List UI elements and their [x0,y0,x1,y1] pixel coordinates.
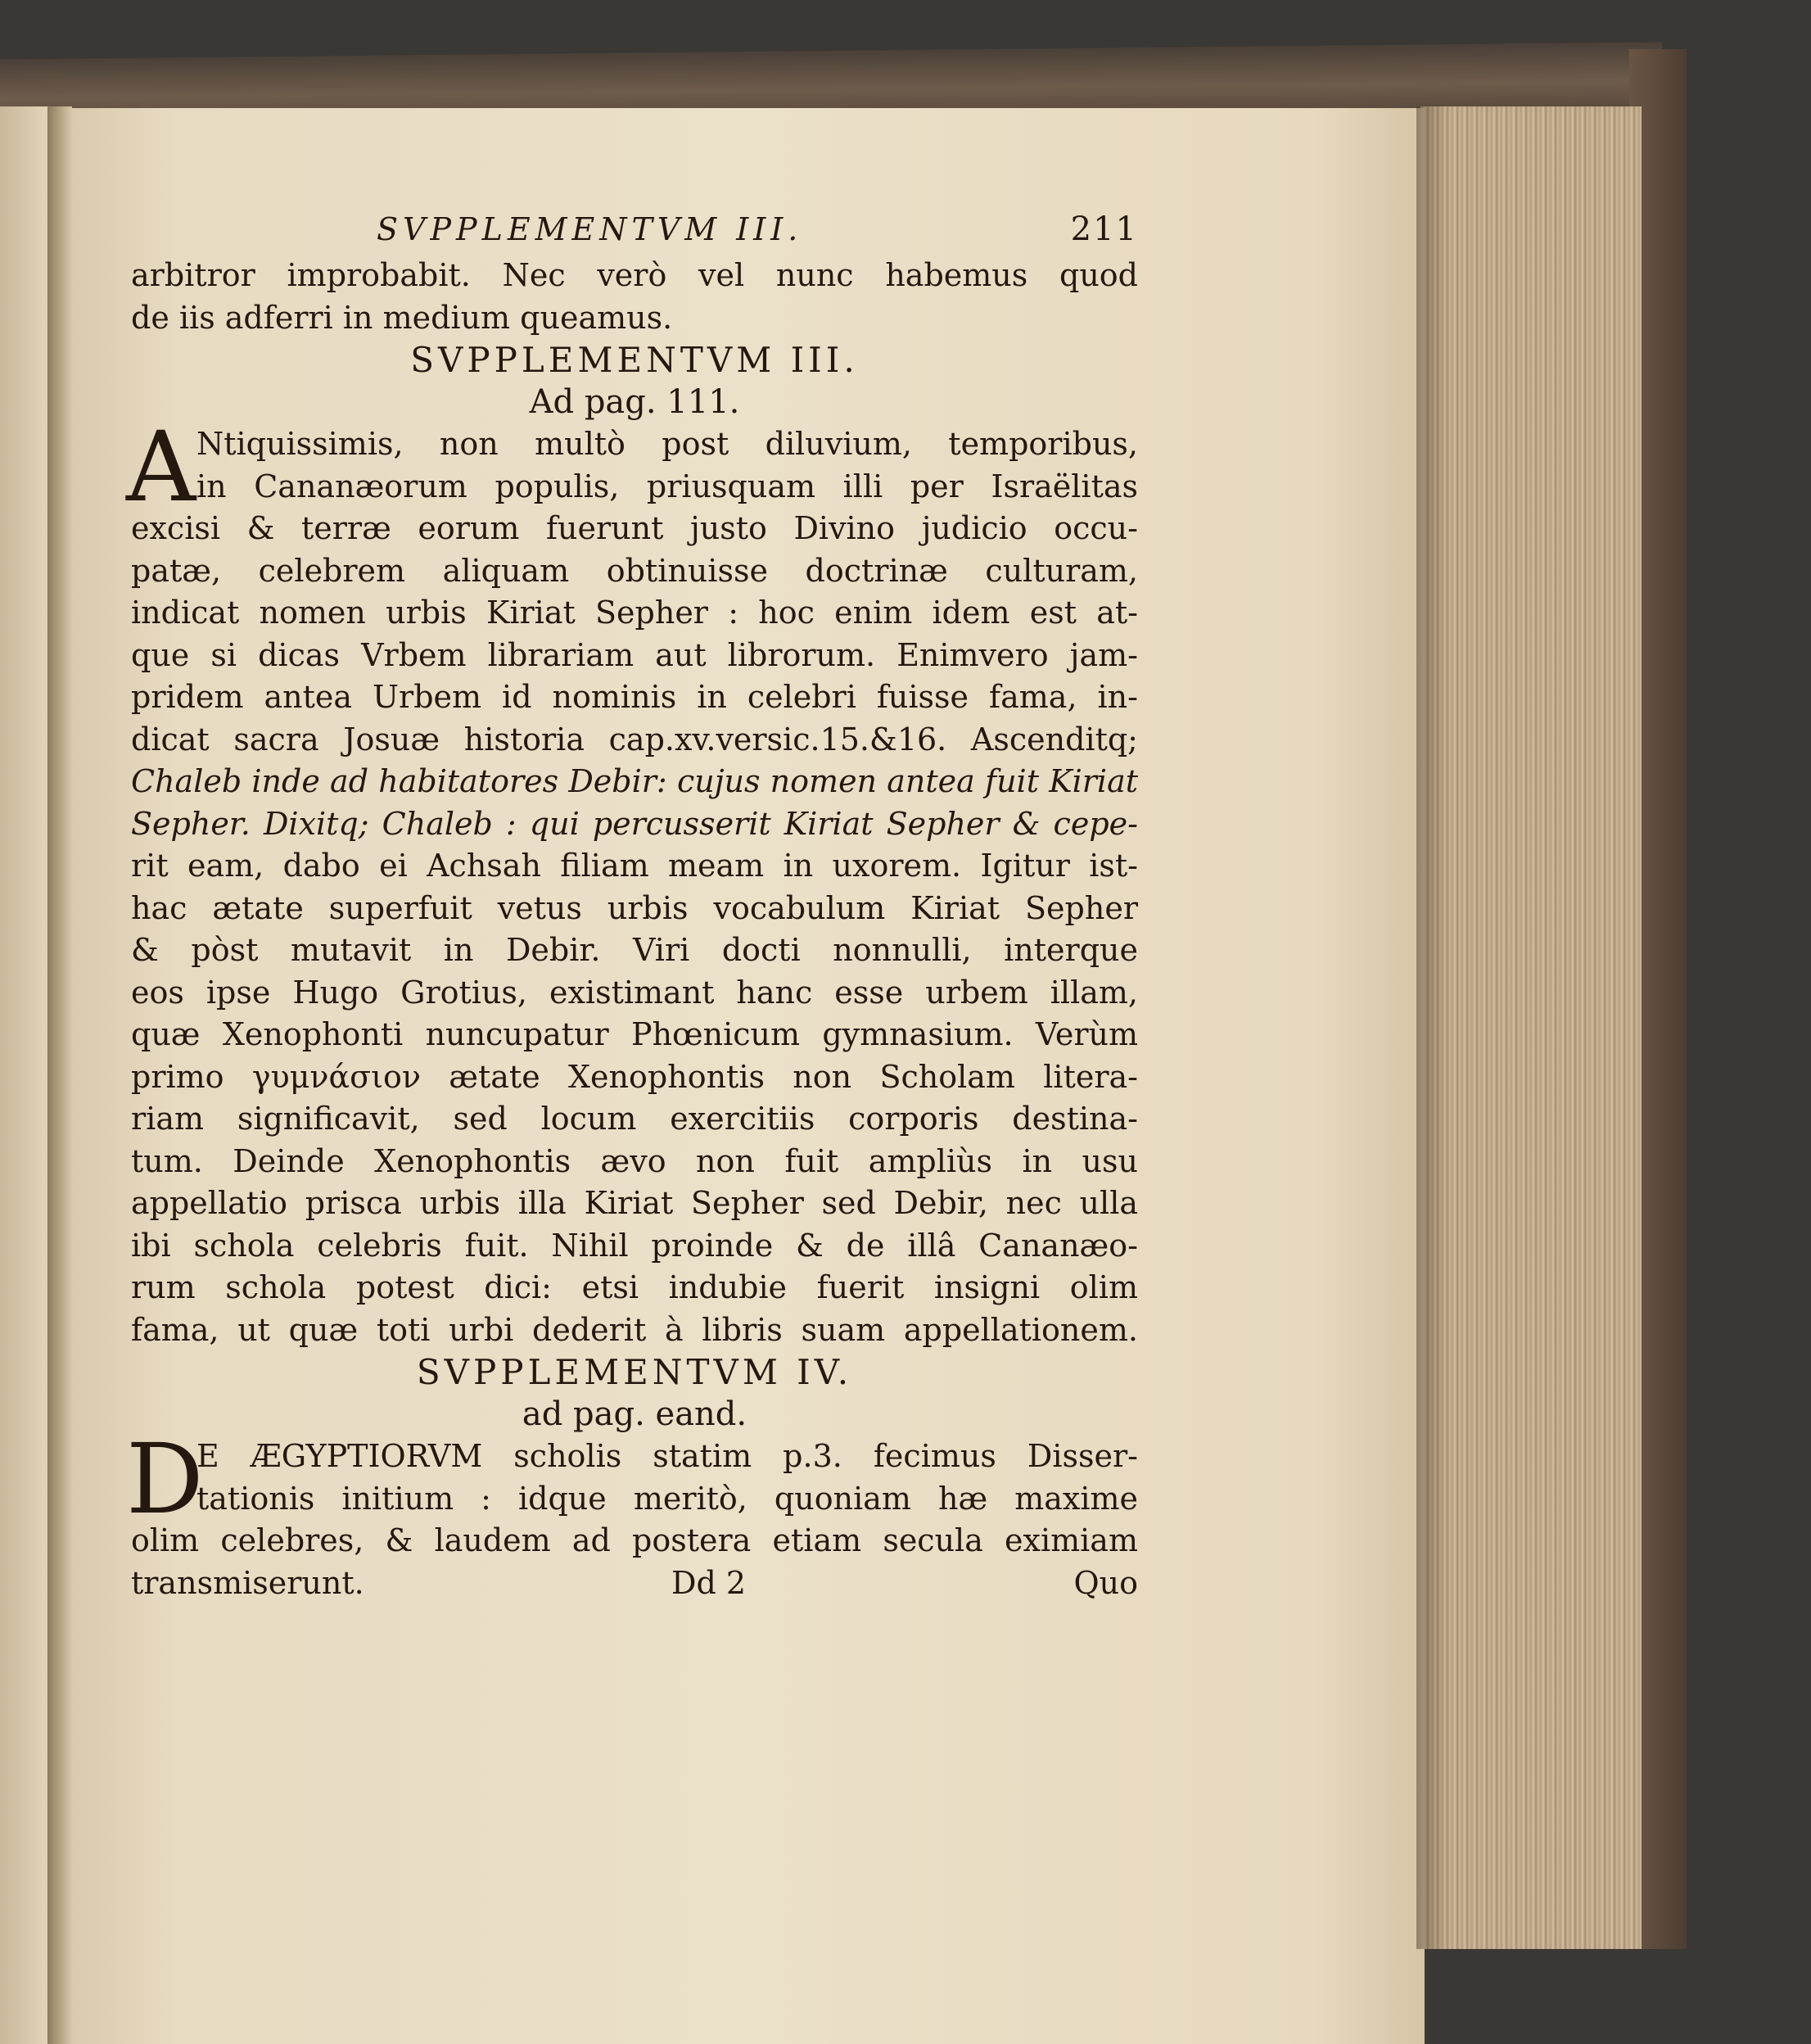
running-head [131,209,1138,255]
page-text [126,209,1138,1604]
text-line: Chaleb inde ad habitatores Debir: cujus nomen antea fuit Kiriat [131,763,1138,799]
text-line: appellatio prisca urbis illa Kiriat Sepher sed Debir, nec ulla [131,1185,1138,1221]
drop-cap: A [126,410,196,523]
page-footer [131,1562,1138,1605]
text-line: arbitror improbabit. Nec verò vel nunc habemus quod [131,257,1138,293]
text-line: dicat sacra Josuæ historia cap.xv.versic.15.&16. Ascenditq; [131,721,1138,757]
section-heading: SVPPLEMENTVM IV. [416,1352,853,1392]
catchword: Quo [1073,1564,1138,1601]
text-line: eos ipse Hugo Grotius, existimant hanc esse urbem illam, [131,974,1138,1011]
text-line: transmiserunt. [131,1564,364,1601]
section-subheading: Ad pag. 111. [529,382,740,421]
text-line: hac ætate superfuit vetus urbis vocabulum Kiriat Sepher [131,889,1138,926]
text-line: rit eam, dabo ei Achsah filiam meam in uxorem. Igitur ist- [131,848,1138,884]
book-gutter [47,106,72,2044]
text-line: E ÆGYPTIORVM scholis statim p.3. fecimus Disser- [196,1438,1138,1474]
text-line: olim celebres, & laudem ad postera etiam secula eximiam [131,1522,1138,1558]
page-edges [1420,106,1642,1949]
text-line: excisi & terræ eorum fuerunt justo Divino judicio occu- [131,510,1138,546]
text-line: quæ Xenophonti nuncupatur Phœnicum gymnasium. Verùm [131,1016,1138,1052]
text-line: rum schola potest dici: etsi indubie fuerit insigni olim [131,1269,1138,1305]
text-line: Ntiquissimis, non multò post diluvium, temporibus, [196,426,1138,462]
text-line: Sepher. Dixitq; Chaleb : qui percusserit Kiriat Sepher & cepe- [131,805,1138,842]
text-line: riam significavit, sed locum exercitiis corporis destina- [131,1101,1138,1137]
text-line: indicat nomen urbis Kiriat Sepher : hoc enim idem est at- [131,595,1138,631]
text-line: & pòst mutavit in Debir. Viri docti nonnulli, interque [131,932,1138,968]
section-heading: SVPPLEMENTVM III. [410,340,859,380]
text-line: ibi schola celebris fuit. Nihil proinde & de illâ Cananæo- [131,1227,1138,1264]
text-line: tationis initium : idque meritò, quoniam hæ maxime [196,1480,1138,1517]
text-line: de iis adferri in medium queamus. [131,299,673,336]
section-paragraph [126,1422,1138,1562]
section-subheading: ad pag. eand. [522,1395,747,1433]
text-line: pridem antea Urbem id nominis in celebri fuisse fama, in- [131,679,1138,715]
text-line: in Cananæorum populis, priusquam illi per Israëlitas [196,468,1138,504]
page-number: 211 [1070,210,1138,248]
page-edge-shadow [1416,106,1449,1949]
text-line: primo γυμνάσιον ætate Xenophontis non Scholam litera- [131,1058,1138,1095]
text-line: tum. Deinde Xenophontis ævo non fuit ampliùs in usu [131,1142,1138,1179]
text-line: patæ, celebrem aliquam obtinuisse doctrinæ culturam, [131,552,1138,589]
signature-mark: Dd 2 [671,1564,747,1601]
running-head-title: SVPPLEMENTVM III. [377,211,803,247]
text-line: fama, ut quæ toti urbi dederit à libris suam appellationem. [131,1311,1138,1348]
section-paragraph [126,410,1138,1351]
drop-cap: D [126,1422,204,1535]
text-line: que si dicas Vrbem librariam aut librorum. Enimvero jam- [131,636,1138,673]
